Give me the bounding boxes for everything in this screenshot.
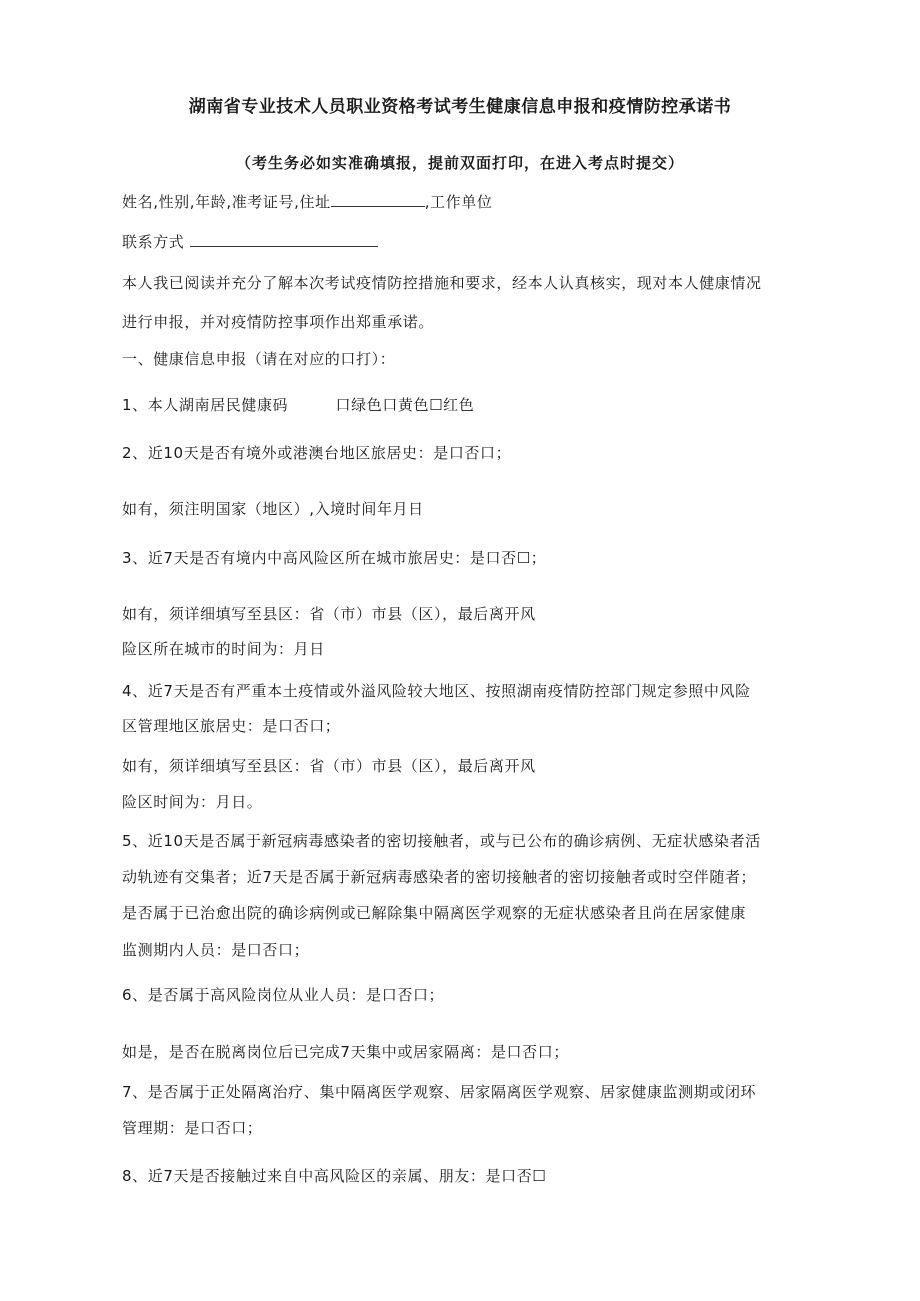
item-5-line-2: 动轨迹有交集者；近7天是否属于新冠病毒感染者的密切接触者的密切接触者或时空伴随者； xyxy=(122,868,757,886)
contact-label: 联系方式 xyxy=(122,233,185,251)
item-7-line-2: 管理期：是口否口； xyxy=(122,1119,263,1137)
item-1-options[interactable]: 口绿色口黄色☐红色 xyxy=(335,396,475,414)
statement-line-2: 进行申报，并对疫情防控事项作出郑重承诺。 xyxy=(122,313,435,331)
item-5-line-4: 监测期内人员：是口否口； xyxy=(122,941,310,959)
item-1-label: 1、本人湖南居民健康码 xyxy=(122,396,289,414)
item-8-contact-relatives: 8、近7天是否接触过来自中高风险区的亲属、朋友：是口否☐ xyxy=(122,1167,547,1185)
item-4-followup-1: 如有，须详细填写至县区：省（市）市县（区），最后离开风 xyxy=(122,757,536,775)
item-2-followup: 如有，须注明国家（地区）,入境时间年月日 xyxy=(122,500,424,518)
item-5-line-1: 5、近10天是否属于新冠病毒感染者的密切接触者，或与已公布的确诊病例、无症状感染者活 xyxy=(122,832,761,850)
work-unit-label: ,工作单位 xyxy=(424,193,493,211)
item-3-followup-2: 险区所在城市的时间为：月日 xyxy=(122,640,325,658)
item-4-line-1: 4、近7天是否有严重本土疫情或外溢风险较大地区、按照湖南疫情防控部门规定参照中风险 xyxy=(122,682,751,700)
item-3-followup-1: 如有，须详细填写至县区：省（市）市县（区），最后离开风 xyxy=(122,605,536,623)
item-1-health-code xyxy=(122,395,474,415)
item-5-line-3: 是否属于已治愈出院的确诊病例或已解除集中隔离医学观察的无症状感染者且尚在居家健康 xyxy=(122,904,747,922)
personal-info-line xyxy=(122,192,492,212)
statement-line-1: 本人我已阅读并充分了解本次考试疫情防控措施和要求，经本人认真核实，现对本人健康情况 xyxy=(122,274,762,292)
address-blank[interactable] xyxy=(331,192,425,207)
item-3-domestic-travel: 3、近7天是否有境内中高风险区所在城市旅居史：是口否☐； xyxy=(122,549,547,567)
personal-info-label: 姓名,性别,年龄,准考证号,住址 xyxy=(122,193,331,211)
item-6-high-risk-job: 6、是否属于高风险岗位从业人员：是口否口； xyxy=(122,986,445,1004)
contact-blank[interactable] xyxy=(190,232,378,247)
item-4-line-2: 区管理地区旅居史：是口否口； xyxy=(122,717,341,735)
item-2-overseas-travel: 2、近10天是否有境外或港澳台地区旅居史：是口否口； xyxy=(122,444,512,462)
contact-line xyxy=(122,232,378,252)
document-title: 湖南省专业技术人员职业资格考试考生健康信息申报和疫情防控承诺书 xyxy=(188,97,732,117)
item-6-followup: 如是，是否在脱离岗位后已完成7天集中或居家隔离：是口否口； xyxy=(122,1043,569,1061)
section-heading-health: 一、健康信息申报（请在对应的口打）： xyxy=(122,350,396,368)
item-4-followup-2: 险区时间为：月日。 xyxy=(122,793,263,811)
document-subtitle: （考生务必如实准确填报，提前双面打印，在进入考点时提交） xyxy=(235,154,684,172)
item-7-line-1: 7、是否属于正处隔离治疗、集中隔离医学观察、居家隔离医学观察、居家健康监测期或闭环 xyxy=(122,1083,757,1101)
